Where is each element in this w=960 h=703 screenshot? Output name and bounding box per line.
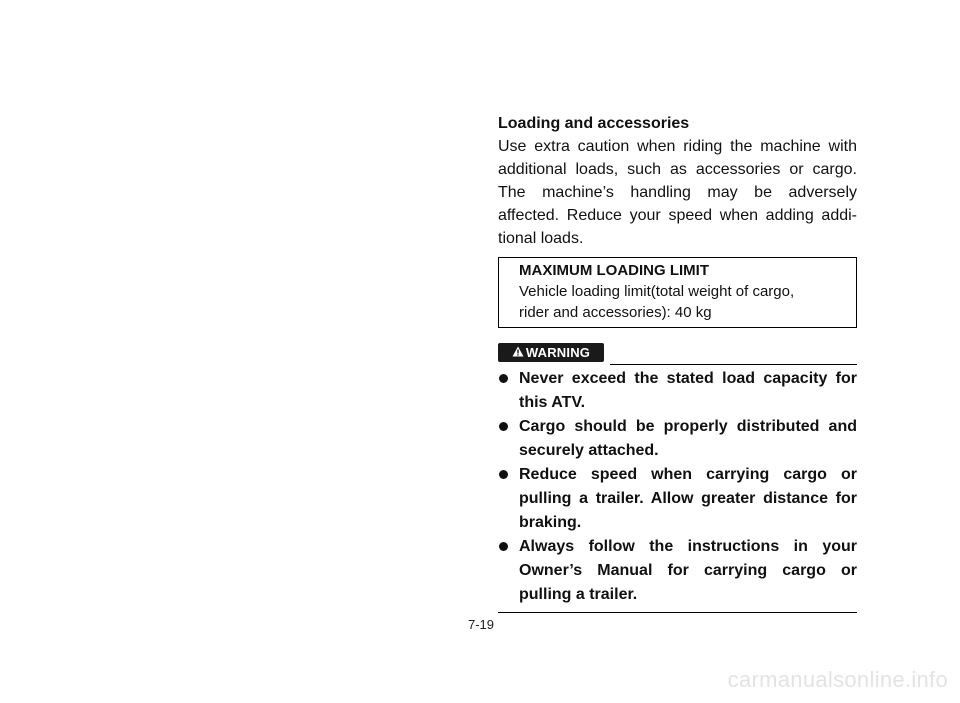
content-column [498, 112, 857, 613]
limit-title: MAXIMUM LOADING LIMIT [519, 262, 709, 279]
warning-item [498, 415, 857, 463]
section-heading: Loading and accessories [498, 115, 690, 132]
watermark: carmanualsonline.info [727, 667, 948, 692]
warning-list [498, 367, 857, 607]
bullet-icon [499, 470, 508, 479]
warning-header [498, 343, 857, 367]
loading-limit-box [498, 257, 857, 328]
limit-line-2: rider and accessories): 40 kg [519, 304, 712, 321]
warning-item-text: Never exceed the stated load capacity for this ATV. [519, 370, 857, 411]
bullet-icon [499, 542, 508, 551]
warning-badge [498, 343, 604, 362]
warning-item-text: Cargo should be properly distributed and securely attached. [519, 418, 857, 459]
page-number: 7-19 [468, 617, 495, 632]
limit-line-1: Vehicle loading limit(total weight of cargo, [519, 283, 795, 300]
warning-item-text: Reduce speed when carrying cargo or pulling a trailer. Allow greater distance for braking. [519, 466, 857, 531]
warning-label: WARNING [525, 345, 591, 360]
warning-item [498, 367, 857, 415]
warning-triangle-icon [512, 345, 524, 360]
warning-divider [610, 364, 857, 365]
warning-item [498, 463, 857, 535]
warning-item-text: Always follow the instructions in your Owner’s Manual for carrying cargo or pulling a trailer. [519, 538, 857, 603]
warning-item [498, 535, 857, 607]
warning-bottom-divider [498, 612, 857, 613]
section-body: Use extra caution when riding the machine with additional loads, such as accessories or cargo. The machine’s handling may be adversely affected. Reduce your speed when adding addi-tional loads. [498, 138, 857, 247]
bullet-icon [499, 374, 508, 383]
bullet-icon [499, 422, 508, 431]
